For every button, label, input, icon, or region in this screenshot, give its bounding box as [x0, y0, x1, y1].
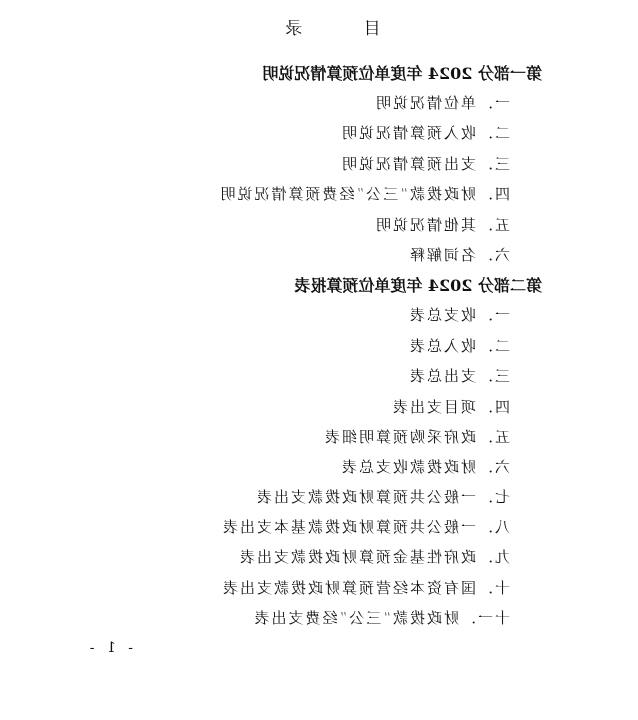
part1-item: 五．其他情况说明	[373, 216, 510, 234]
part2-item: 二．收入总表	[407, 337, 510, 355]
page-number: - 1 -	[85, 640, 133, 656]
part2-item: 八．一般公共预算财政拨款基本支出表	[220, 518, 510, 536]
part2-item: 九．政府性基金预算财政拨款支出表	[237, 548, 510, 566]
part2-item: 十．国有资本经营预算财政拨款支出表	[220, 579, 510, 597]
part2-item: 四．项目支出表	[390, 398, 510, 416]
part2-item: 一．收支总表	[407, 306, 510, 324]
part2-item: 十一．财政拨款“三公”经费支出表	[252, 609, 510, 627]
part1-item: 三．支出预算情况说明	[339, 155, 510, 173]
part1-item: 一．单位情况说明	[373, 94, 510, 112]
part1-item: 六．名词解释	[407, 246, 510, 264]
part2-item: 三．支出总表	[407, 367, 510, 385]
part1-item: 四．财政拨款“三公”经费预算情况说明	[218, 185, 510, 203]
part1-heading: 第一部分 2024 年度单位预算情况说明	[262, 64, 542, 83]
part2-item: 五．政府采购预算明细表	[322, 428, 510, 446]
part2-item: 六．财政拨款收支总表	[339, 458, 510, 476]
toc-title: 目 录	[257, 19, 381, 39]
part2-item: 七．一般公共预算财政拨款支出表	[254, 488, 510, 506]
part1-item: 二．收入预算情况说明	[339, 124, 510, 142]
part2-heading: 第二部分 2024 年度单位预算报表	[294, 276, 542, 295]
